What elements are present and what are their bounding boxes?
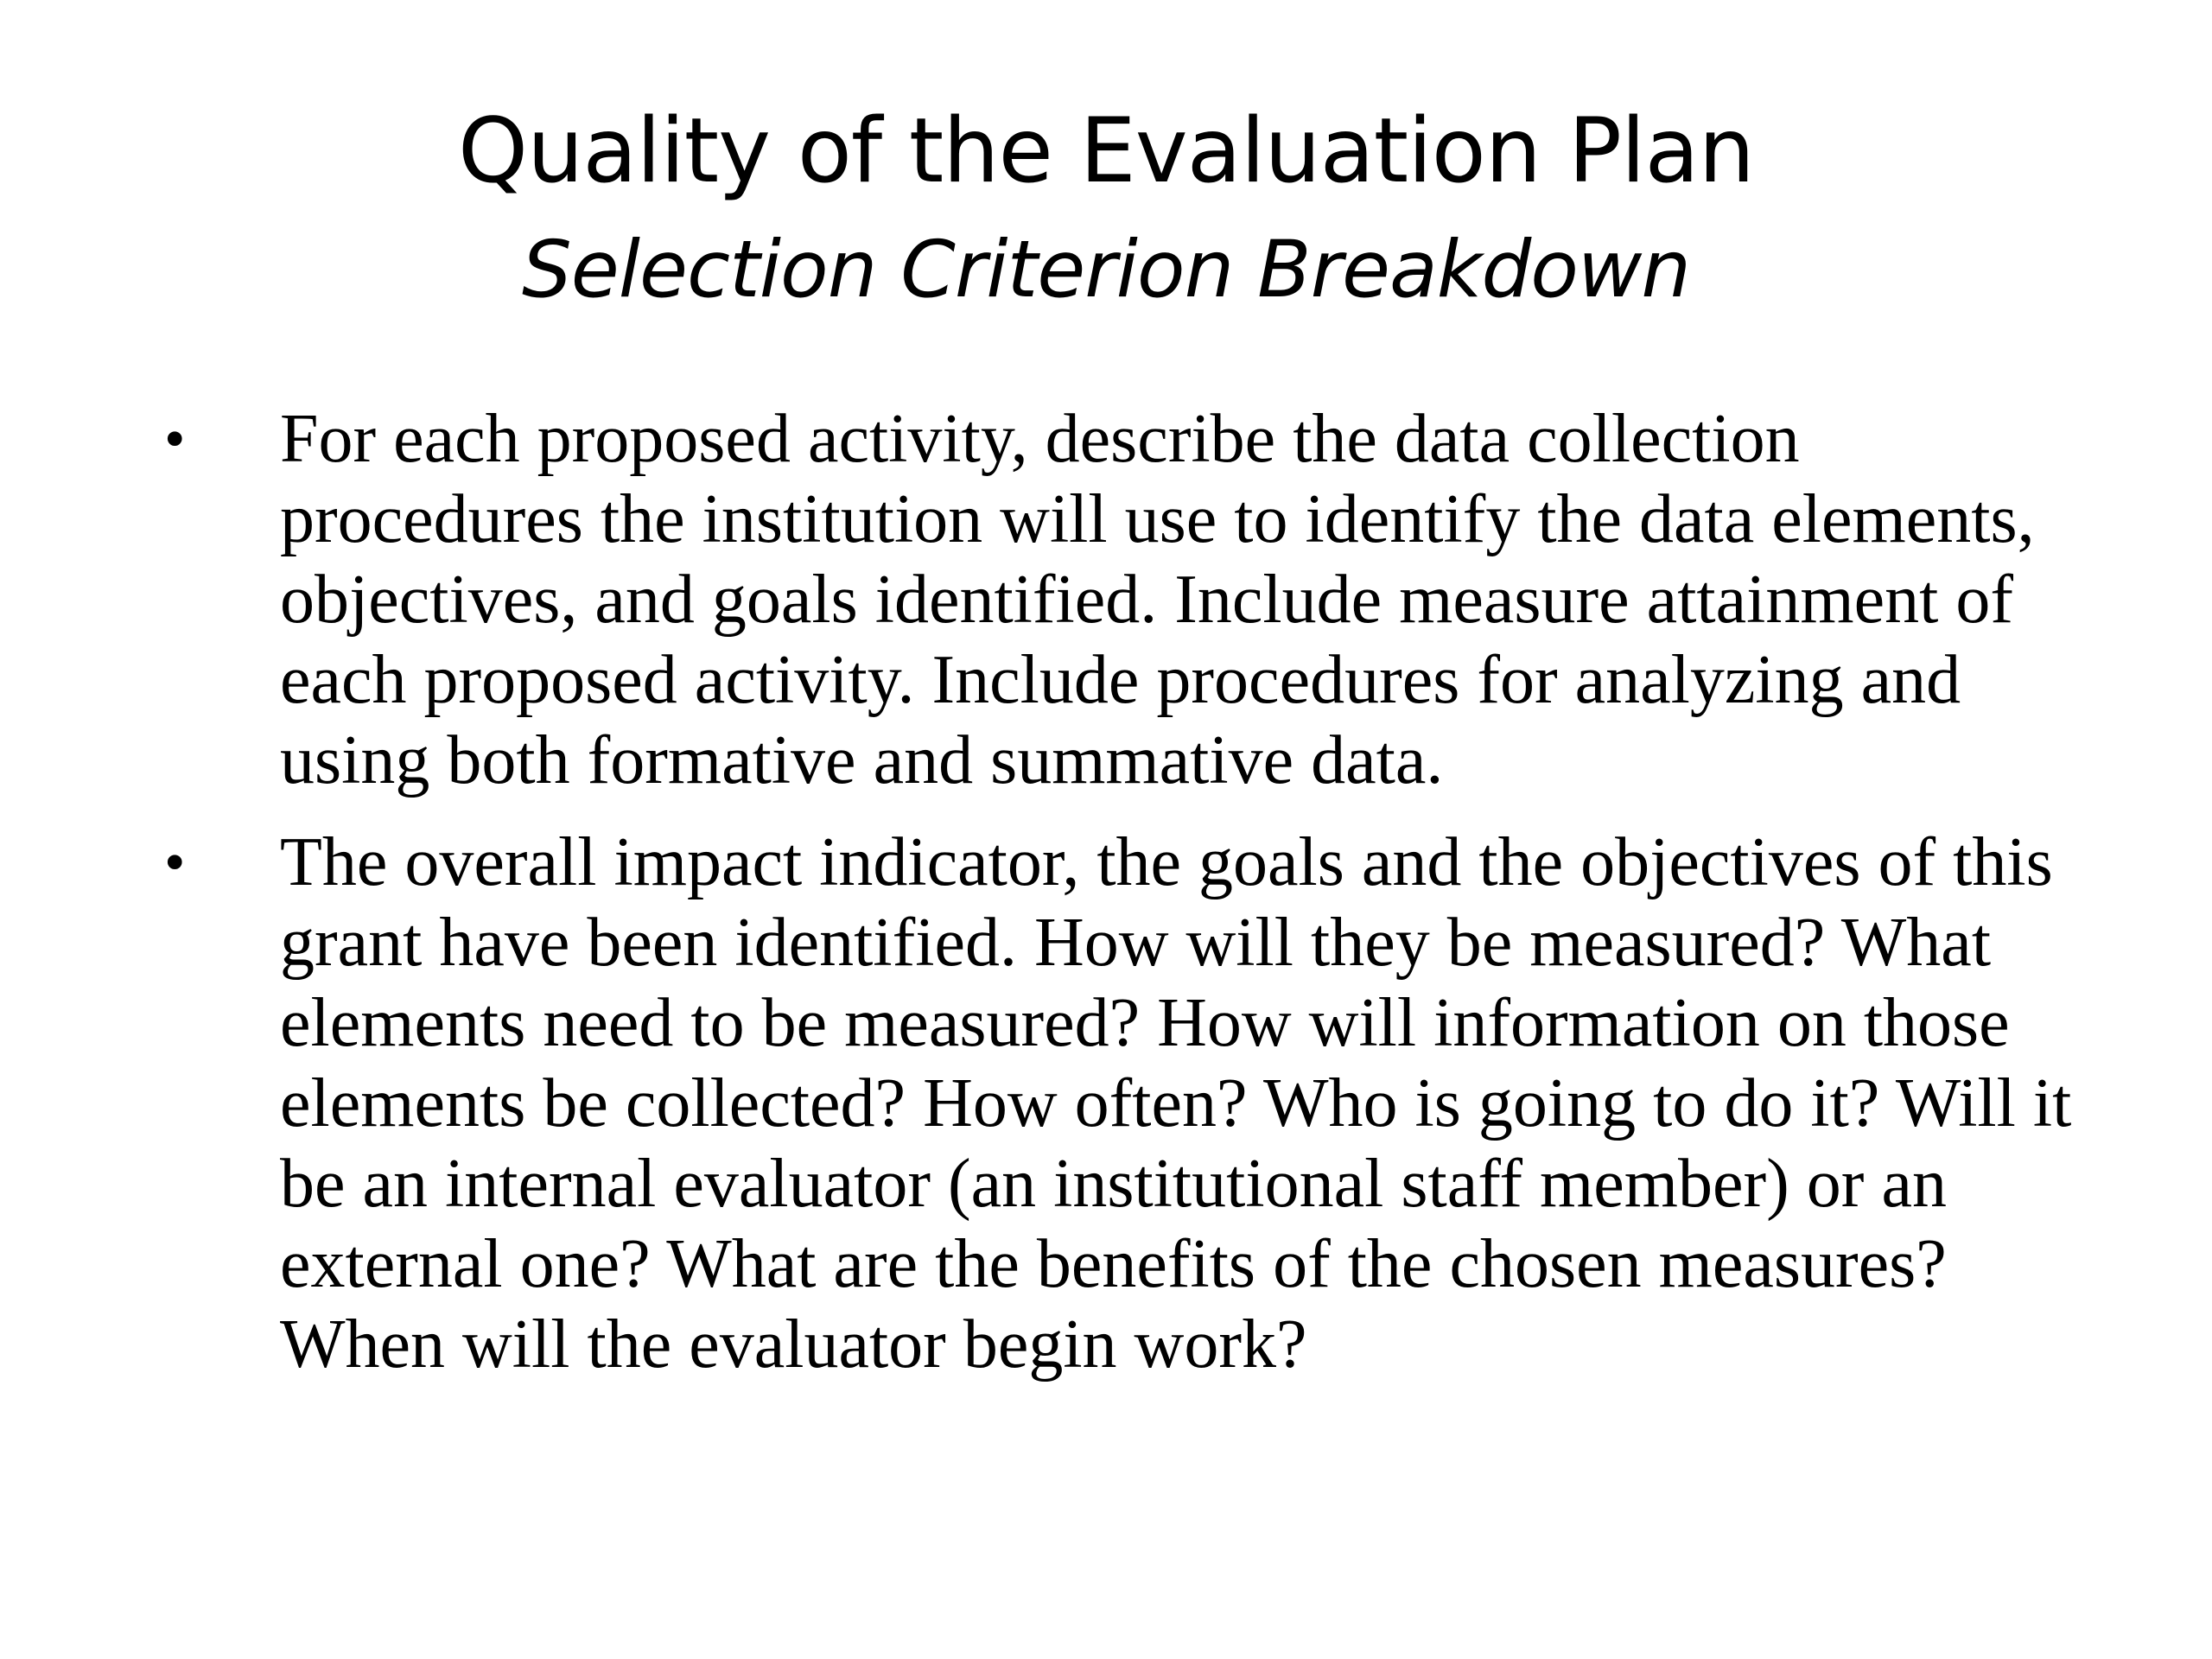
- bullet-text: The overall impact indicator, the goals and the objectives of this grant have been identified. How will they be measured? What elements need to be measured? How will information on those elements be collected? How often? Who is going to do it? Will it be an internal evaluator (an institutional staff member) or an external one? What are the benefits of the chosen measures? When will the evaluator begin work?: [280, 824, 2072, 1382]
- slide-subtitle: Selection Criterion Breakdown: [522, 225, 1690, 315]
- slide-title: Quality of the Evaluation Plan: [458, 99, 1754, 203]
- bullet-list: [164, 399, 2100, 1407]
- title-block: [0, 91, 2212, 328]
- bullet-marker-icon: •: [164, 830, 186, 896]
- bullet-item: [164, 823, 2100, 1385]
- bullet-item: [164, 399, 2100, 801]
- bullet-marker-icon: •: [164, 406, 186, 473]
- bullet-text: For each proposed activity, describe the data collection procedures the institution will use to identify the data elements, objectives, and goals identified. Include measure attainment of each proposed activity. Include procedures for analyzing and using both formative and summative data.: [280, 401, 2035, 798]
